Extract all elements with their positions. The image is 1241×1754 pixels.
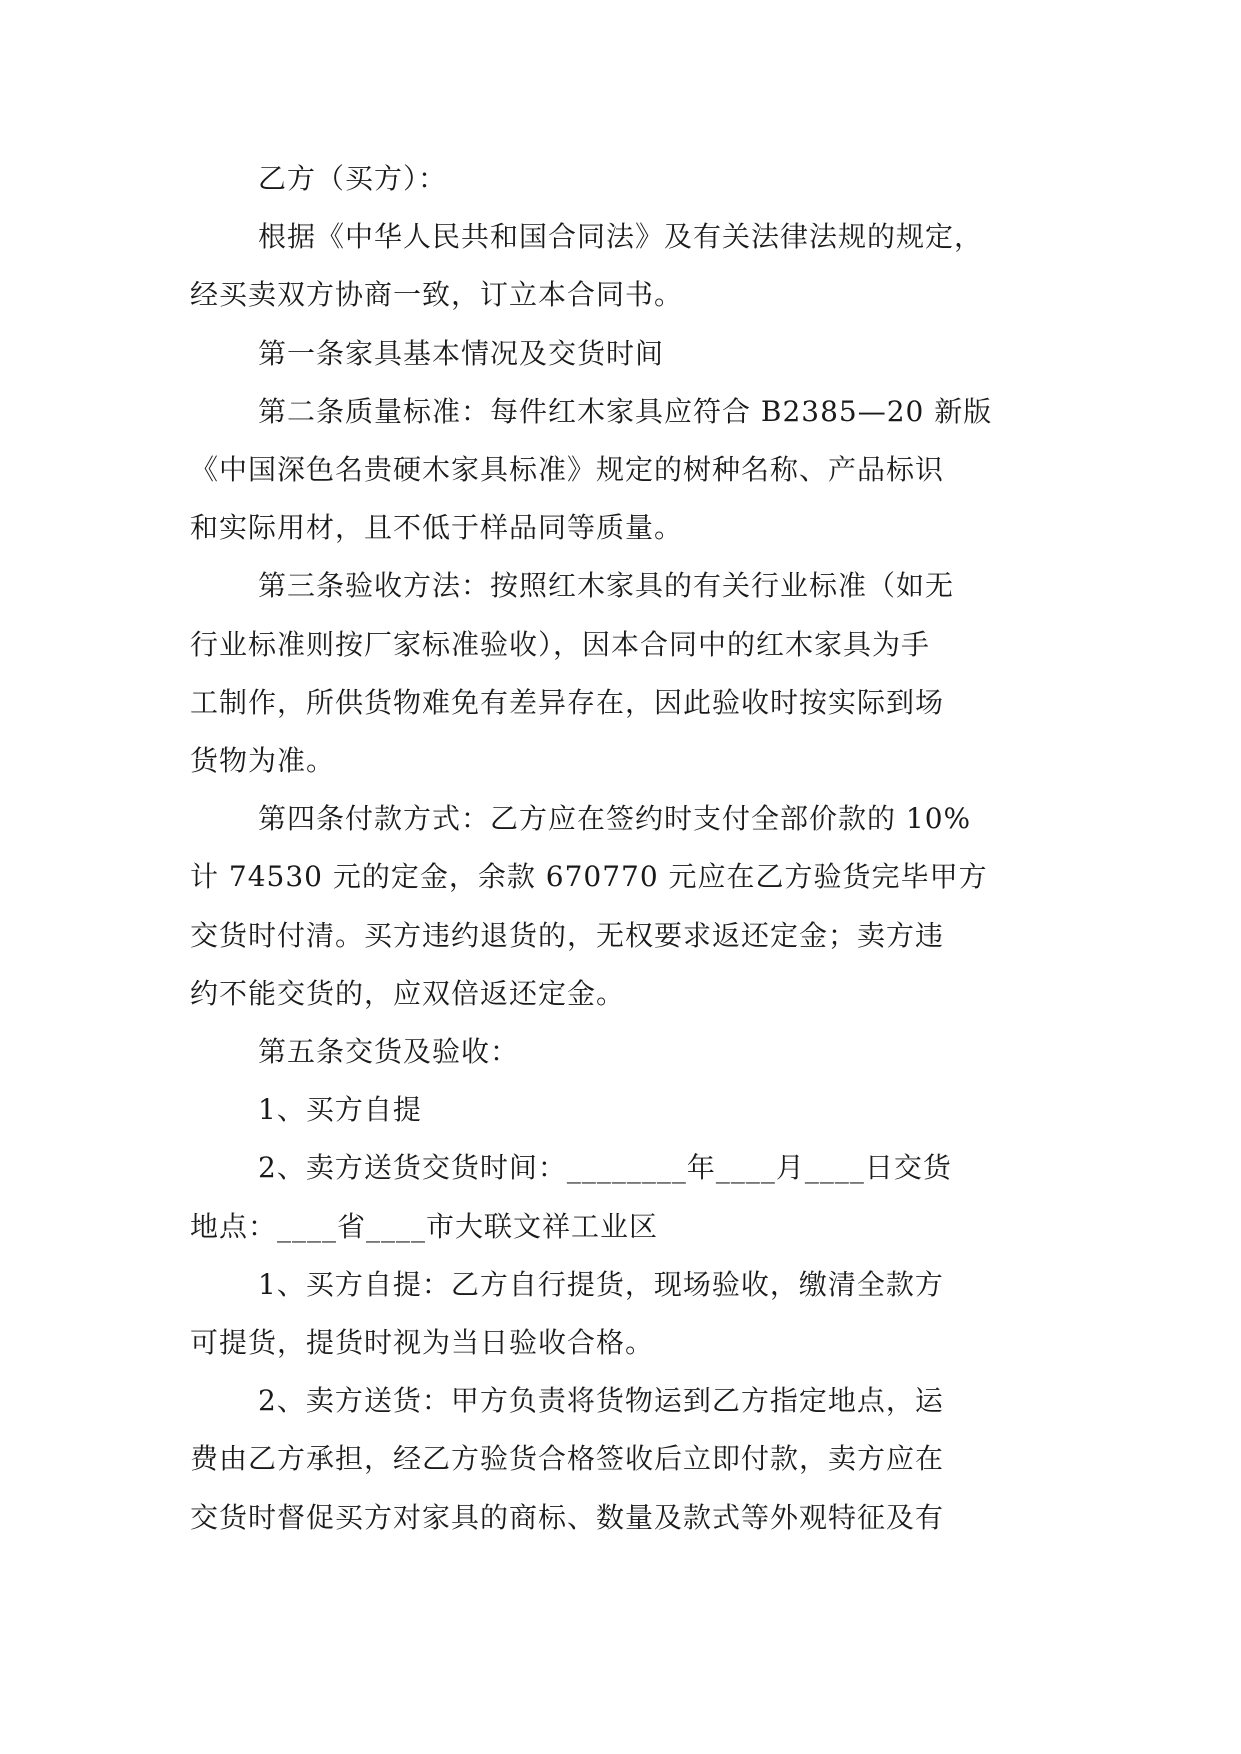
- text-line: 第三条验收方法：按照红木家具的有关行业标准（如无: [258, 569, 955, 603]
- text-line: 1、买方自提: [258, 1093, 422, 1127]
- text-line: 行业标准则按厂家标准验收），因本合同中的红木家具为手: [190, 627, 931, 661]
- text-line: 工制作，所供货物难免有差异存在，因此验收时按实际到场: [190, 685, 945, 719]
- text-line: 计 74530 元的定金，余款 670770 元应在乙方验货完毕甲方: [190, 860, 988, 894]
- text-line: 第一条家具基本情况及交货时间: [258, 336, 665, 370]
- text-line: 根据《中华人民共和国合同法》及有关法律法规的规定，: [258, 220, 984, 254]
- text-line: 交货时督促买方对家具的商标、数量及款式等外观特征及有: [190, 1500, 945, 1534]
- document-page: [190, 150, 1050, 1547]
- text-line: 约不能交货的，应双倍返还定金。: [190, 976, 626, 1010]
- text-line: 货物为准。: [190, 744, 336, 778]
- text-line: 1、买方自提：乙方自行提货，现场验收，缴清全款方: [258, 1267, 944, 1301]
- text-line: 经买卖双方协商一致，订立本合同书。: [190, 278, 684, 312]
- text-line: 可提货，提货时视为当日验收合格。: [190, 1326, 655, 1360]
- text-line: 交货时付清。买方违约退货的，无权要求返还定金；卖方违: [190, 918, 945, 952]
- text-line: 第二条质量标准：每件红木家具应符合 B2385—20 新版: [258, 394, 993, 428]
- text-line: 乙方（买方）：: [258, 162, 448, 195]
- text-line: 费由乙方承担，经乙方验货合格签收后立即付款，卖方应在: [190, 1442, 945, 1476]
- text-line: 第四条付款方式：乙方应在签约时支付全部价款的 10%: [258, 802, 972, 836]
- text-line: 和实际用材，且不低于样品同等质量。: [190, 511, 684, 545]
- text-line: 第五条交货及验收：: [258, 1035, 520, 1069]
- text-line: 地点：____省____市大联文祥工业区: [190, 1209, 659, 1243]
- text-line: 《中国深色名贵硬木家具标准》规定的树种名称、产品标识: [190, 453, 945, 487]
- text-line: 2、卖方送货：甲方负责将货物运到乙方指定地点，运: [258, 1384, 944, 1418]
- text-line: 2、卖方送货交货时间：________年____月____日交货: [258, 1151, 952, 1185]
